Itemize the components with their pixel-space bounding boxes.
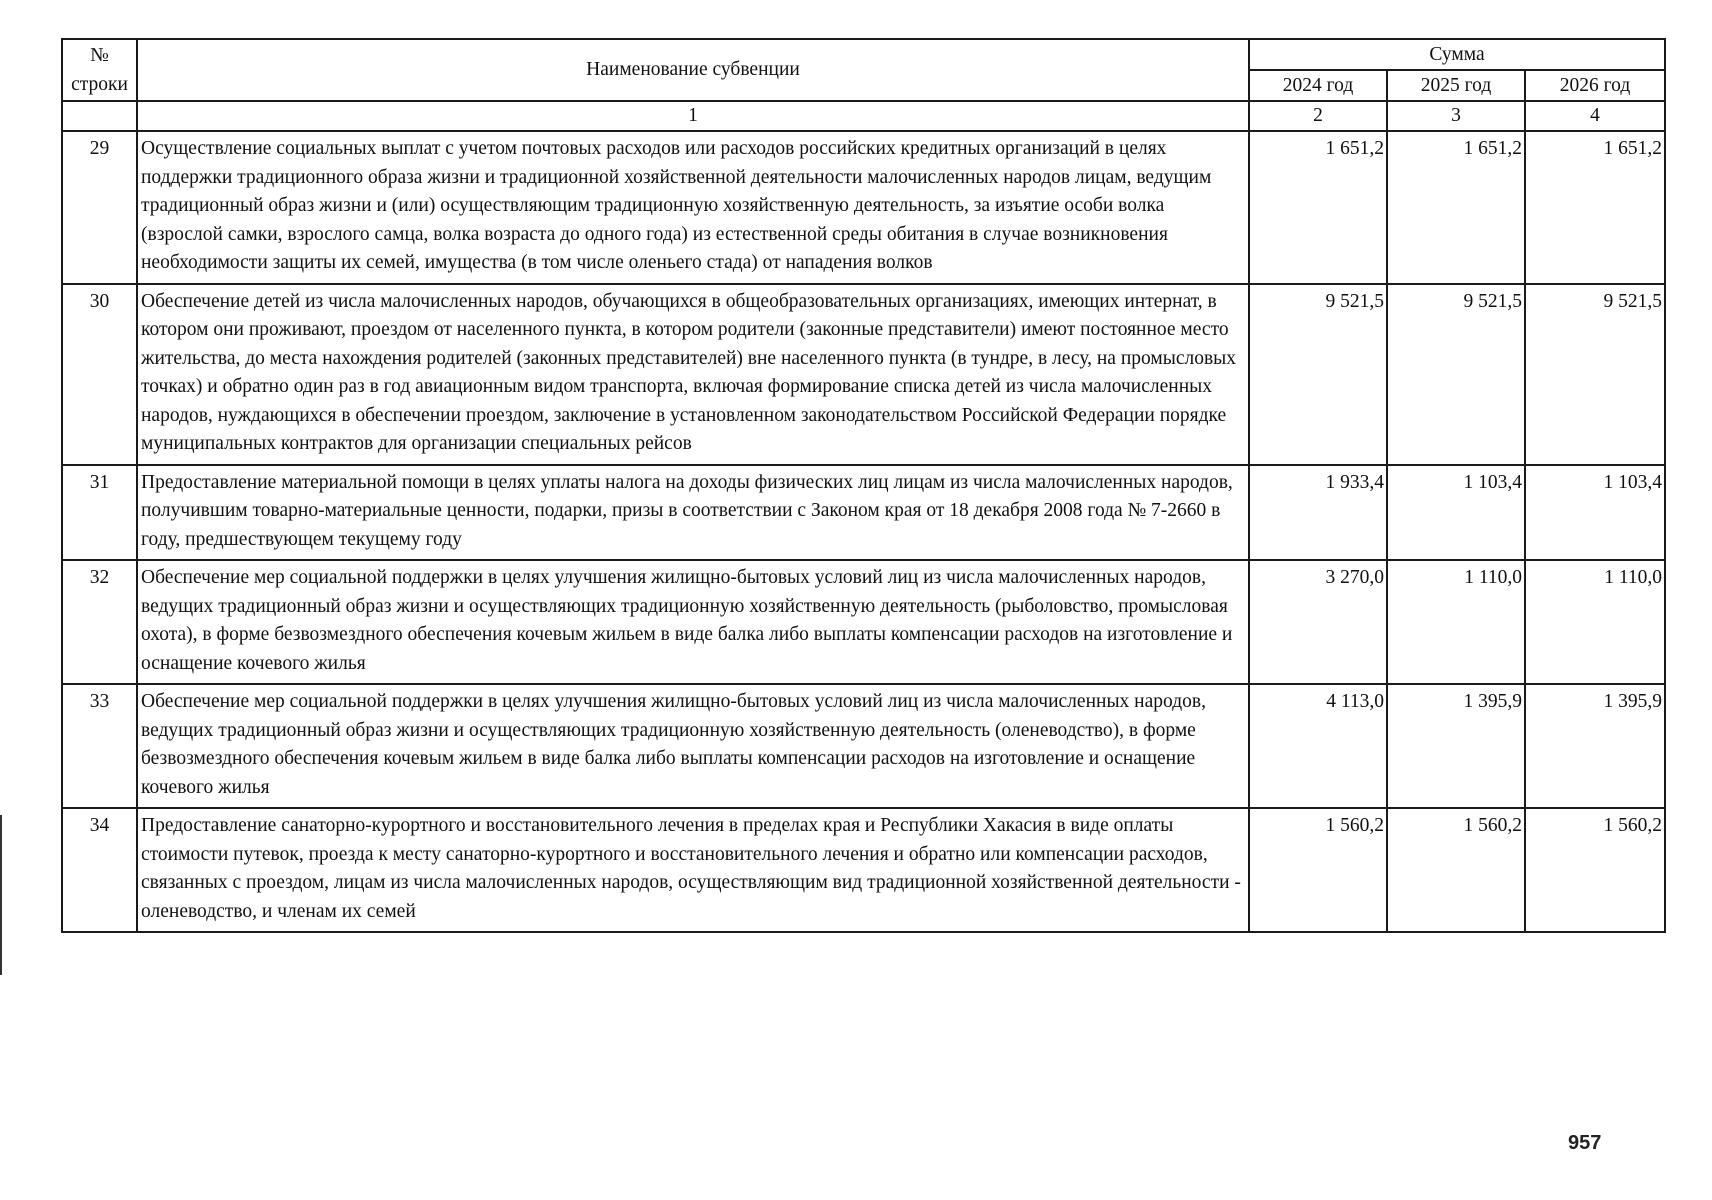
amount-2024: 1 560,2 xyxy=(1249,808,1387,932)
amount-2024: 4 113,0 xyxy=(1249,684,1387,808)
amount-2026: 1 103,4 xyxy=(1525,465,1665,561)
subvention-name-header: Наименование субвенции xyxy=(137,39,1249,101)
amount-2025: 1 110,0 xyxy=(1387,560,1525,684)
amount-2026: 1 560,2 xyxy=(1525,808,1665,932)
table-row xyxy=(62,684,1665,808)
column-index-3: 3 xyxy=(1387,101,1525,131)
amount-2026: 9 521,5 xyxy=(1525,284,1665,465)
table-row xyxy=(62,131,1665,284)
amount-2026: 1 395,9 xyxy=(1525,684,1665,808)
amount-2025: 9 521,5 xyxy=(1387,284,1525,465)
column-index-4: 4 xyxy=(1525,101,1665,131)
year-header-2025: 2025 год xyxy=(1387,70,1525,101)
column-index-label: 1 xyxy=(688,105,698,126)
year-header-2026: 2026 год xyxy=(1525,70,1665,101)
subvention-name: Осуществление социальных выплат с учетом почтовых расходов или расходов российских кредитных организаций в целях поддержки традиционного образа жизни и традиционной хозяйственной деятельности малочисленных народов лицам, ведущим традиционный образ жизни и (или) осуществляющим традиционную хозяйственную деятельность, за изъятие особи волка (взрослой самки, взрослого самца, волка возраста до одного года) из естественной среды обитания в случае возникновения необходимости защиты их семей, имущества (в том числе оленьего стада) от нападения волков xyxy=(137,131,1249,284)
amount-2025: 1 560,2 xyxy=(1387,808,1525,932)
row-number: 34 xyxy=(62,808,137,932)
amount-2025: 1 395,9 xyxy=(1387,684,1525,808)
sum-header: Сумма xyxy=(1249,39,1665,70)
column-index-2: 2 xyxy=(1249,101,1387,131)
amount-2024: 3 270,0 xyxy=(1249,560,1387,684)
subvention-name: Обеспечение детей из числа малочисленных народов, обучающихся в общеобразовательных организациях, имеющих интернат, в котором они проживают, проездом от населенного пункта, в котором родители (законные представители) имеют постоянное место жительства, до места нахождения родителей (законных представителей) вне населенного пункта (в тундре, в лесу, на промысловых точках) и обратно один раз в год авиационным видом транспорта, включая формирование списка детей из числа малочисленных народов, нуждающихся в обеспечении проездом, заключение в установленном законодательством Российской Федерации порядке муниципальных контрактов для организации специальных рейсов xyxy=(137,284,1249,465)
column-index-1 xyxy=(137,101,1249,131)
amount-2024: 1 651,2 xyxy=(1249,131,1387,284)
amount-2025: 1 103,4 xyxy=(1387,465,1525,561)
table-row xyxy=(62,465,1665,561)
year-header-2024: 2024 год xyxy=(1249,70,1387,101)
row-number-header-line2: строки xyxy=(71,74,128,95)
amount-2026: 1 110,0 xyxy=(1525,560,1665,684)
table-row xyxy=(62,560,1665,684)
header-row-top xyxy=(62,39,1665,70)
row-number: 33 xyxy=(62,684,137,808)
scan-edge-mark xyxy=(0,815,2,975)
subvention-name: Предоставление материальной помощи в целях уплаты налога на доходы физических лиц лицам из числа малочисленных народов, получившим товарно-материальные ценности, подарки, призы в соответствии с Законом края от 18 декабря 2008 года № 7-2660 в году, предшествующем текущему году xyxy=(137,465,1249,561)
row-number: 30 xyxy=(62,284,137,465)
row-number: 31 xyxy=(62,465,137,561)
row-number-header xyxy=(62,39,137,101)
column-index-row xyxy=(62,101,1665,131)
subvention-table xyxy=(61,38,1666,933)
amount-2025: 1 651,2 xyxy=(1387,131,1525,284)
amount-2024: 9 521,5 xyxy=(1249,284,1387,465)
amount-2024: 1 933,4 xyxy=(1249,465,1387,561)
row-number-header-line1: № xyxy=(90,45,109,66)
subvention-name: Обеспечение мер социальной поддержки в целях улучшения жилищно-бытовых условий лиц из числа малочисленных народов, ведущих традиционный образ жизни и осуществляющих традиционную хозяйственную деятельность (рыболовство, промысловая охота), в форме безвозмездного обеспечения кочевым жильем в виде балка либо выплаты компенсации расходов на изготовление и оснащение кочевого жилья xyxy=(137,560,1249,684)
page-number: 957 xyxy=(1568,1132,1602,1154)
row-number: 32 xyxy=(62,560,137,684)
amount-2026: 1 651,2 xyxy=(1525,131,1665,284)
subvention-name: Обеспечение мер социальной поддержки в целях улучшения жилищно-бытовых условий лиц из числа малочисленных народов, ведущих традиционный образ жизни и осуществляющих традиционную хозяйственную деятельность (оленеводство), в форме безвозмездного обеспечения кочевым жильем в виде балка либо выплаты компенсации расходов на изготовление и оснащение кочевого жилья xyxy=(137,684,1249,808)
table-row xyxy=(62,284,1665,465)
row-number: 29 xyxy=(62,131,137,284)
column-index-empty xyxy=(62,101,137,131)
subvention-name: Предоставление санаторно-курортного и восстановительного лечения в пределах края и Республики Хакасия в виде оплаты стоимости путевок, проезда к месту санаторно-курортного и восстановительного лечения и обратно или компенсации расходов, связанных с проездом, лицам из числа малочисленных народов, осуществляющим вид традиционной хозяйственной деятельности - оленеводство, и членам их семей xyxy=(137,808,1249,932)
table-row xyxy=(62,808,1665,932)
